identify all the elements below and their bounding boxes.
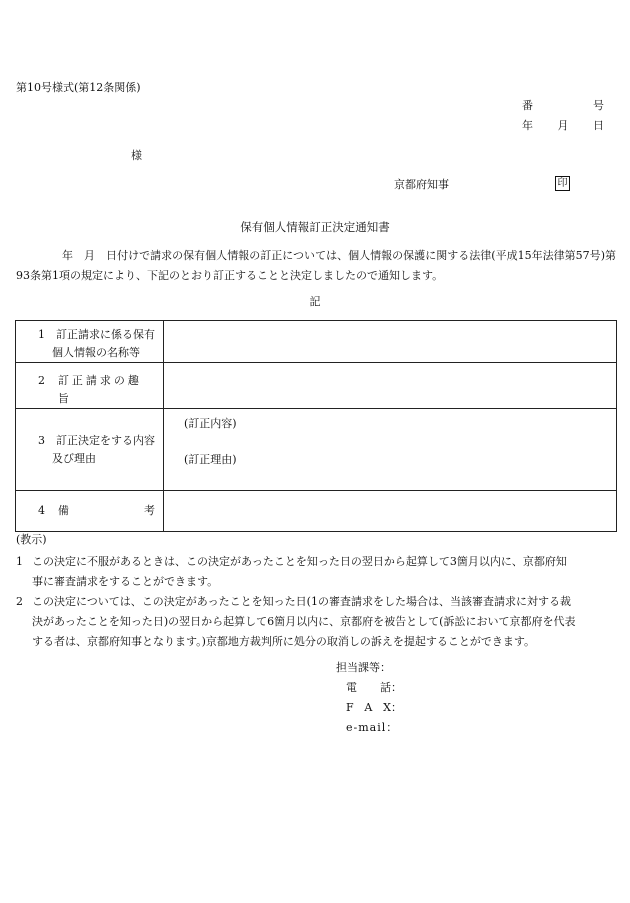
row3-sub-content: (訂正内容) (184, 417, 237, 430)
row4-label-cell (16, 491, 164, 532)
note-1-line2: 事に審査請求をすることができます。 (32, 575, 219, 588)
date-year: 年 (522, 119, 533, 132)
contact-phone-b: 話： (380, 681, 402, 694)
table-row (16, 363, 617, 409)
row4-label-a: 備 (57, 504, 69, 517)
row3-sub-reason: (訂正理由) (184, 453, 237, 466)
row2-value-cell[interactable] (164, 363, 617, 409)
contact-fax-b: A (364, 701, 373, 714)
note-1-line1: この決定に不服があるときは、この決定があったことを知った日の翌日から起算して3箇月以内に、京都府知 (32, 555, 567, 568)
row1-label-line2: 個人情報の名称等 (52, 346, 140, 359)
table-row (16, 491, 617, 532)
row3-num: 3 (38, 433, 45, 447)
ki-heading: 記 (309, 295, 321, 308)
seal-mark: 印 (555, 176, 570, 191)
row3-label-line2: 及び理由 (52, 451, 96, 465)
contact-fax (346, 702, 402, 713)
sender-name: 京都府知事 (394, 178, 449, 191)
intro-paragraph: 年 月 日付けで請求の保有個人情報の訂正については、個人情報の保護に関する法律(平成15年法律第57号)第93条第1項の規定により、下記のとおり訂正することと決定しましたので通知します。 (16, 249, 616, 282)
row3-value-cell[interactable] (164, 409, 617, 491)
addressee-suffix: 様 (131, 149, 142, 162)
row3-label-cell (16, 409, 164, 491)
row1-num: 1 (38, 328, 45, 341)
note-1-num: 1 (16, 555, 23, 568)
row2-label: 訂正請求の趣旨 (57, 374, 142, 405)
document-title: 保有個人情報訂正決定通知書 (240, 220, 390, 234)
row1-label-line1: 訂正請求に係る保有 (56, 328, 155, 341)
ref-go: 号 (593, 99, 604, 112)
row4-value-cell[interactable] (164, 491, 617, 532)
row3-label-line1: 訂正決定をする内容 (56, 433, 155, 447)
note-2-num: 2 (16, 595, 23, 608)
contact-email: e-mail： (346, 721, 399, 734)
note-1 (16, 552, 618, 592)
contact-fax-c: X： (383, 701, 402, 714)
contact-phone (346, 682, 402, 693)
row4-label-b: 考 (144, 504, 155, 517)
table-row (16, 321, 617, 363)
contact-person: 担当課等： (336, 661, 391, 674)
note-2-line3: する者は、京都府知事となります。)京都地方裁判所に処分の取消しの訴えを提起することができます。 (32, 635, 536, 648)
notes-heading: (教示) (16, 533, 47, 546)
contact-phone-a: 電 (346, 681, 357, 694)
form-number: 第10号様式(第12条関係) (16, 81, 141, 94)
row1-value-cell[interactable] (164, 321, 617, 363)
ref-ban: 番 (522, 99, 533, 112)
note-2-line2: 決があったことを知った日)の翌日から起算して6箇月以内に、京都府を被告として(訴訟において京都府を代表 (32, 615, 576, 628)
date-line (522, 120, 604, 131)
detail-table (15, 320, 617, 532)
row4-label (58, 502, 155, 520)
row2-num: 2 (38, 374, 45, 387)
date-month: 月 (557, 119, 569, 132)
table-row (16, 409, 617, 491)
reference-number-line (522, 100, 604, 111)
row1-label-cell (16, 321, 164, 363)
contact-fax-a: F (346, 701, 354, 714)
row2-label-cell (16, 363, 164, 409)
note-2 (16, 592, 618, 652)
date-day: 日 (593, 119, 604, 132)
note-2-line1: この決定については、この決定があったことを知った日(1の審査請求をした場合は、当該審査請求に対する裁 (32, 595, 571, 608)
row4-num: 4 (38, 504, 45, 517)
